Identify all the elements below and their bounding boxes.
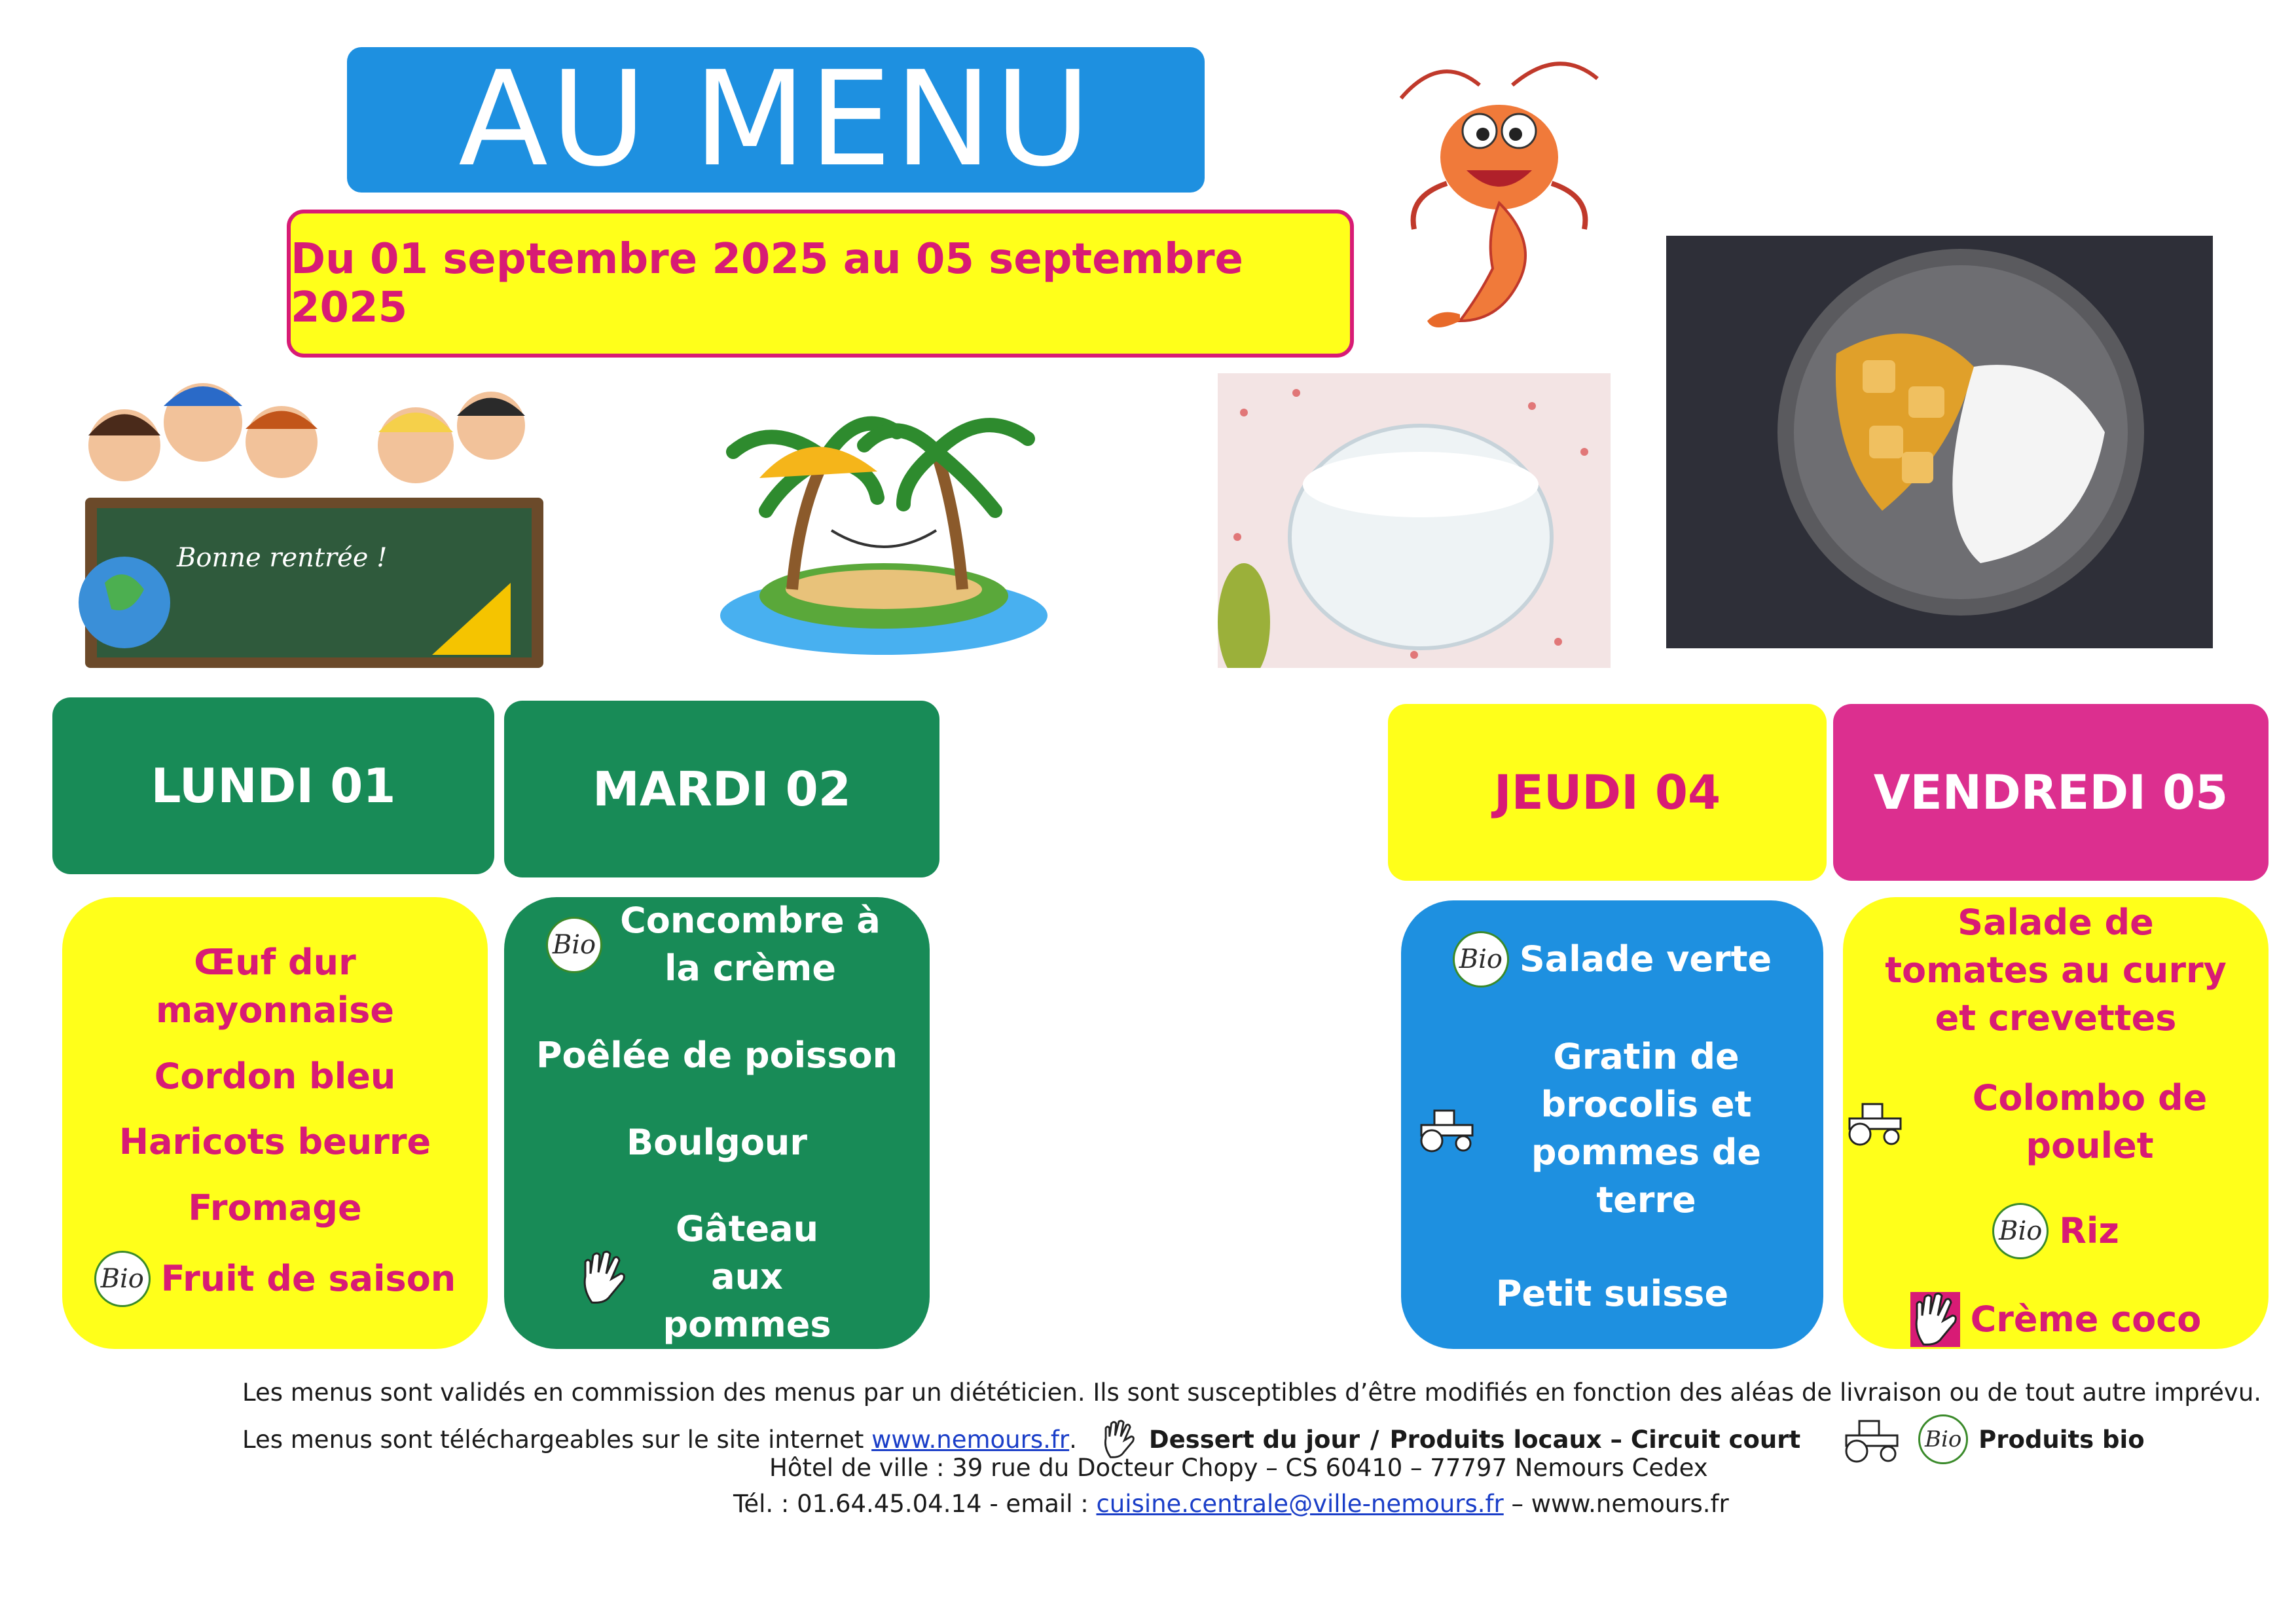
dish-item: Cordon bleu — [154, 1055, 396, 1097]
hand-icon — [579, 1250, 629, 1305]
day-label: VENDREDI 05 — [1873, 765, 2229, 820]
dish-item: Bio Riz — [1992, 1203, 2119, 1259]
day-label: LUNDI 01 — [151, 758, 396, 813]
day-header-vendredi — [1833, 704, 2269, 881]
dish-item: Petit suisse — [1495, 1272, 1729, 1314]
dish-item: Fromage — [188, 1187, 362, 1229]
bio-icon: Bio — [1918, 1414, 1968, 1464]
dish-item: Poêlée de poisson — [536, 1034, 898, 1076]
bio-icon: Bio — [546, 917, 602, 973]
day-header-jeudi — [1388, 704, 1827, 881]
colombo-photo — [1666, 236, 2213, 648]
dish-item: Bio Fruit de saison — [94, 1251, 456, 1307]
page-title: AU MENU — [458, 43, 1093, 196]
dish-item: Crème coco — [1910, 1292, 2202, 1347]
dish-item: Boulgour — [626, 1121, 808, 1163]
menu-mardi — [504, 897, 930, 1349]
footer-address: Hôtel de ville : 39 rue du Docteur Chopy – CS 60410 – 77797 Nemours Cedex — [769, 1454, 1708, 1482]
kids-chalkboard-illustration — [65, 367, 563, 674]
footer-disclaimer: Les menus sont validés en commission des menus par un diététicien. Ils sont susceptibles d’être modifiés en fonction des aléas de livraison ou de tout autre imprévu. — [242, 1378, 2262, 1407]
hand-icon — [1101, 1420, 1137, 1459]
title-banner — [347, 43, 1205, 196]
footer-contact: Tél. : 01.64.45.04.14 - email : cuisine.centrale@ville-nemours.fr – www.nemours.fr — [733, 1490, 1729, 1518]
menu-lundi — [62, 897, 488, 1349]
shrimp-illustration — [1388, 59, 1611, 347]
bio-icon: Bio — [94, 1251, 151, 1307]
dish-item: Haricots beurre — [118, 1121, 431, 1163]
tractor-icon — [1840, 1416, 1903, 1463]
tractor-icon — [1843, 1099, 1906, 1146]
bio-icon: Bio — [1453, 931, 1509, 987]
hand-icon — [1910, 1292, 1960, 1347]
dish-item: Bio Salade verte — [1453, 931, 1772, 987]
day-header-lundi — [52, 697, 494, 874]
menu-vendredi — [1843, 897, 2269, 1349]
dish-item: Salade de tomates au curry et crevettes — [1885, 901, 2227, 1039]
legend-local: Produits locaux – Circuit court — [1389, 1425, 1801, 1454]
legend-dessert: Dessert du jour — [1148, 1425, 1360, 1454]
coconut-cream-photo — [1218, 373, 1611, 668]
dish-item: Œuf dur mayonnaise — [156, 941, 394, 1031]
menu-jeudi — [1401, 900, 1823, 1349]
palm-island-illustration — [707, 380, 1061, 661]
dish-item: Colombo de poulet — [1843, 1075, 2269, 1170]
email-link[interactable]: cuisine.centrale@ville-nemours.fr — [1096, 1490, 1504, 1518]
day-label: JEUDI 04 — [1493, 765, 1721, 820]
bio-icon: Bio — [1992, 1203, 2049, 1259]
date-range-box — [287, 210, 1354, 358]
dish-item: Gratin de brocolis et pommes de terre — [1415, 1033, 1810, 1225]
legend-bio: Produits bio — [1978, 1425, 2145, 1454]
dish-item: Bio Concombre à la crème — [546, 897, 888, 993]
chalkboard-text: Bonne rentrée ! — [177, 543, 388, 573]
website-link[interactable]: www.nemours.fr — [871, 1425, 1070, 1454]
day-header-mardi — [504, 701, 939, 877]
tractor-icon — [1415, 1105, 1478, 1153]
date-range: Du 01 septembre 2025 au 05 septembre 2025 — [291, 235, 1243, 332]
footer-download: Les menus sont téléchargeables sur le site internet www.nemours.fr . Dessert du jour / Produits locaux – Circuit court Bio Produits bio — [242, 1414, 2145, 1464]
day-label: MARDI 02 — [592, 762, 851, 817]
dish-item: Gâteau aux pommes — [579, 1206, 855, 1349]
